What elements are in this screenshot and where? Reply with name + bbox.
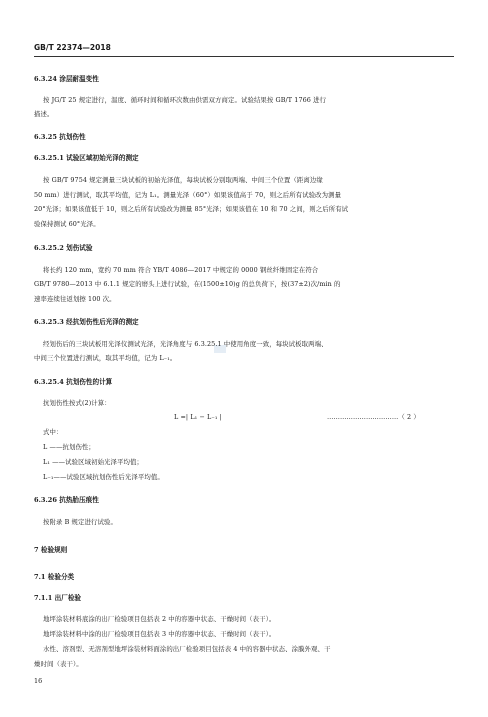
paragraph-line: 描述。 [34, 110, 54, 118]
definition-line: L₋₁——试验区域抗划伤性后光泽平均值。 [43, 473, 164, 481]
paragraph-line: 20°光泽；如果该值低于 10，则之后所有试验改为测量 85°光泽；如果该值在 10 和 70 之间，则之后所有试 [34, 205, 349, 213]
formula-number: ……………………………（ 2 ） [327, 413, 420, 421]
paragraph-line: 50 mm）进行测试，取其平均值，记为 L₁。测量光泽（60°）如果该值高于 70，则之后所有试验改为测量 [34, 191, 342, 199]
section-heading: 6.3.25.1 试验区域初始光泽的测定 [34, 154, 139, 162]
paragraph-line: 按 JG/T 25 规定进行，温度、循环时间和循环次数由供需双方商定。试验结果按 GB/T 1766 进行 [43, 96, 327, 104]
standard-code: GB/T 22374—2018 [34, 43, 111, 52]
section-heading: 7.1.1 出厂检验 [34, 594, 82, 602]
formula: L =| L₁ − L₋₁ | [174, 413, 222, 421]
definition-line: L₁ ——试验区域初始光泽平均值； [43, 458, 144, 466]
paragraph-line: 经划伤后的三块试板用光泽仪测试光泽，光泽角度与 6.3.25.1 中使用角度一致，每块试板取两端、 [43, 340, 328, 348]
paragraph-line: GB/T 9780—2013 中 6.1.1 规定的磨头上进行试验，在(1500±10)g 的总负荷下，按(37±2)次/min 的 [34, 280, 341, 288]
page-number: 16 [34, 677, 43, 685]
header-rule [34, 56, 454, 57]
chapter-heading: 7 检验规则 [34, 546, 68, 554]
paragraph-line: 燥时间（表干）。 [34, 660, 83, 668]
paragraph-line: 水性、溶剂型、无溶剂型地坪涂装材料面涂的出厂检验项目包括表 4 中的容器中状态、涂膜外观、干 [43, 645, 331, 653]
paragraph-line: 中间三个位置进行测试，取其平均值，记为 L₋₁。 [34, 354, 177, 362]
paragraph-line: 速率连续往返划擦 100 次。 [34, 295, 116, 303]
section-heading: 6.3.25 抗划伤性 [34, 133, 86, 141]
paragraph-line: 地坪涂装材料底涂的出厂检验项目包括表 2 中的容器中状态、干燥时间（表干）。 [43, 615, 276, 623]
paragraph-line: 按 GB/T 9754 规定测量三块试板的初始光泽值，每块试板分别取两端、中间三个位置（距离边缘 [43, 176, 323, 184]
section-heading: 7.1 检验分类 [34, 573, 75, 581]
section-heading: 6.3.25.3 经抗划伤性后光泽的测定 [34, 318, 139, 326]
paragraph-line: 地坪涂装材料中涂的出厂检验项目包括表 3 中的容器中状态、干燥时间（表干）。 [43, 630, 276, 638]
paragraph-line: 按附录 B 规定进行试验。 [43, 518, 117, 526]
paragraph-line: 验保持测试 60°光泽。 [34, 220, 100, 228]
section-heading: 6.3.24 涂层耐温变性 [34, 75, 99, 83]
section-heading: 6.3.25.4 抗划伤性的计算 [34, 378, 113, 386]
where-label: 式中： [43, 428, 63, 436]
definition-line: L ——抗划伤性； [43, 443, 95, 451]
paragraph-line: 将长约 120 mm，宽约 70 mm 符合 YB/T 4086—2017 中规定的 0000 钢丝纤维固定在符合 [43, 266, 319, 274]
paragraph-line: 抗划伤性按式(2)计算： [43, 399, 111, 407]
section-heading: 6.3.26 抗热胎压痕性 [34, 496, 99, 504]
section-heading: 6.3.25.2 划伤试验 [34, 244, 93, 252]
